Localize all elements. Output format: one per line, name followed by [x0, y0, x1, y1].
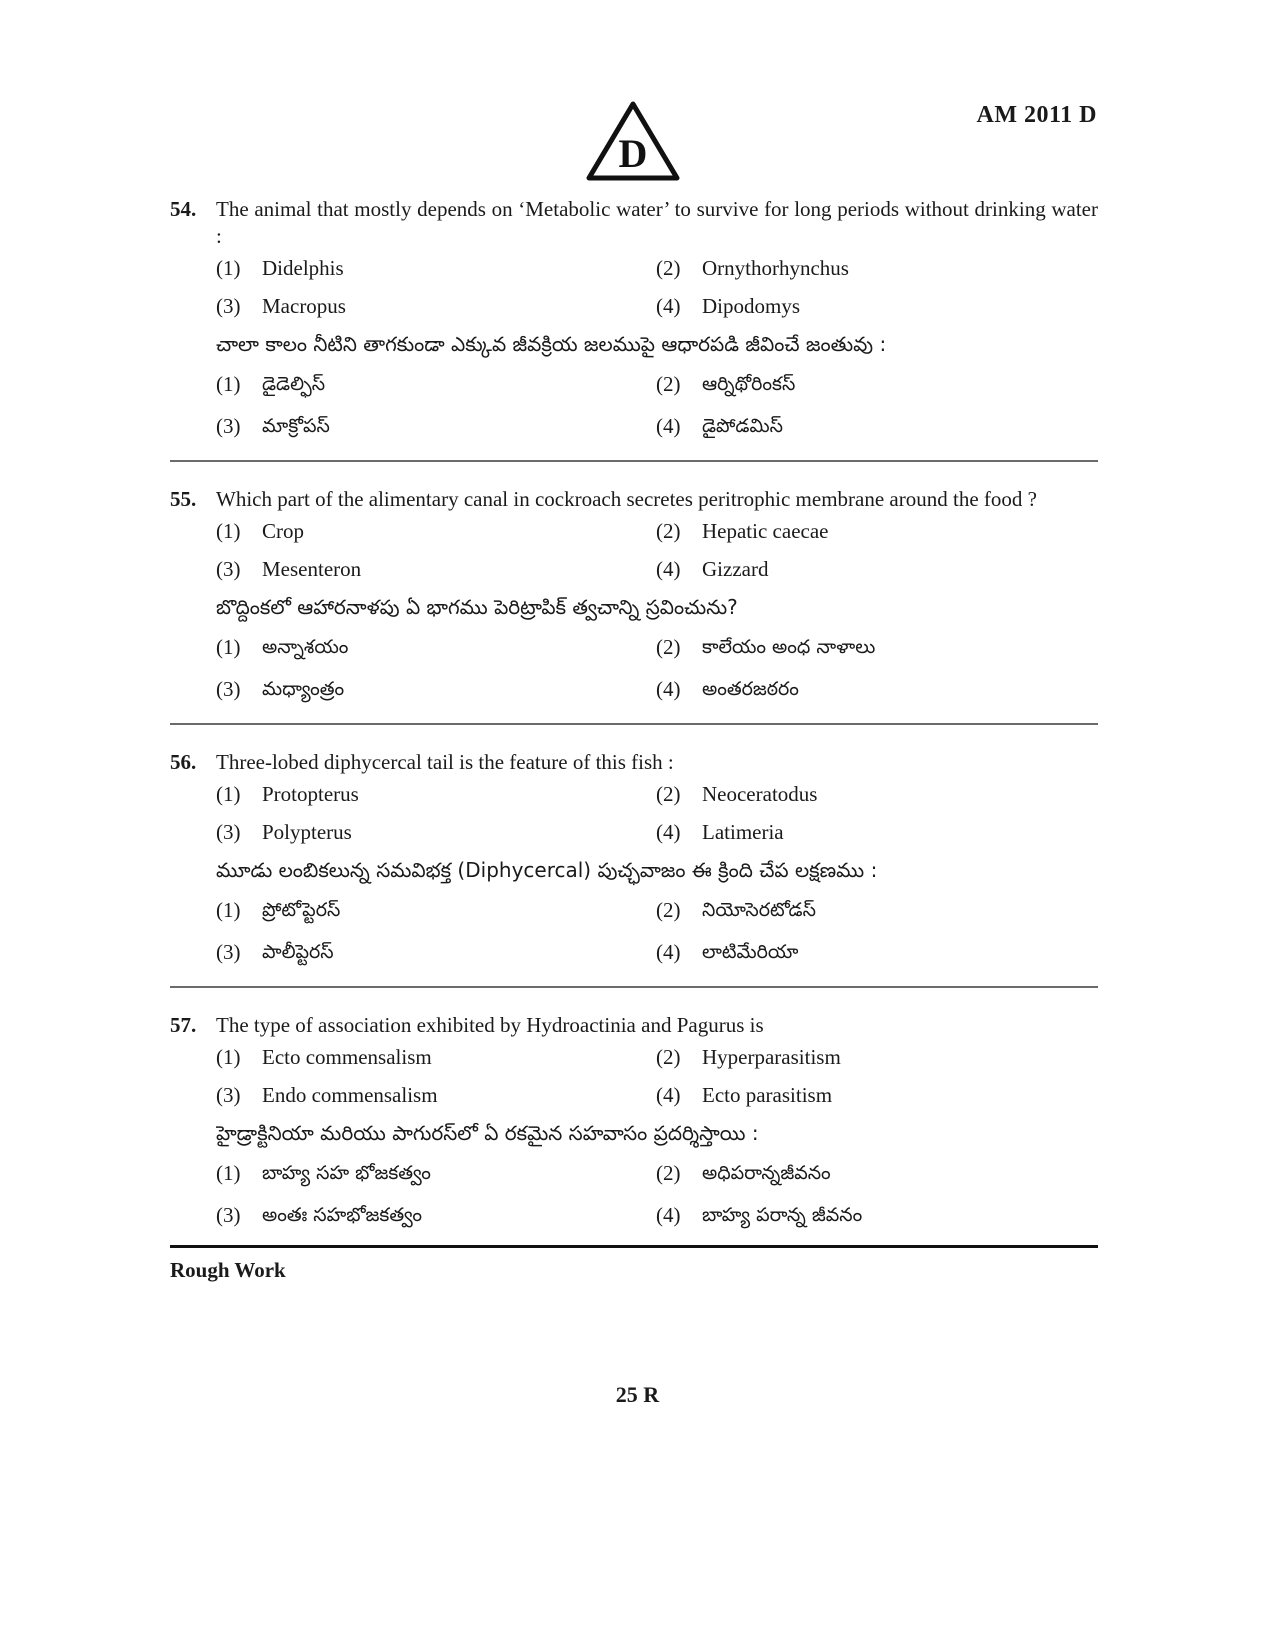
paper-code: AM 2011 D — [976, 102, 1097, 128]
option-text: Endo commensalism — [262, 1083, 438, 1107]
booklet-series-logo — [585, 100, 681, 182]
option-text-telugu: అంతః సహభోజకత్వం — [262, 1204, 422, 1226]
option-number: (2) — [656, 372, 681, 396]
option-item — [216, 1039, 656, 1075]
option-item — [656, 551, 1098, 587]
option-number: (2) — [656, 1045, 681, 1069]
question-text: Which part of the alimentary canal in cockroach secretes peritrophic membrane around the food ? — [216, 487, 1037, 511]
option-item — [656, 776, 1098, 812]
option-text: Didelphis — [262, 256, 344, 280]
question-text-row — [170, 1012, 1098, 1039]
option-item-telugu — [216, 406, 656, 446]
option-number: (1) — [216, 782, 241, 806]
option-number: (3) — [216, 414, 241, 438]
section-end-rule — [170, 1245, 1098, 1248]
option-text-telugu: కాలేయం అంధ నాళాలు — [702, 636, 876, 658]
question-text: Three-lobed diphycercal tail is the feature of this fish : — [216, 750, 674, 774]
triangle-d-icon — [585, 100, 681, 182]
option-number: (1) — [216, 635, 241, 659]
option-text-telugu: లాటిమేరియా — [702, 941, 799, 963]
option-text-telugu: అధిపరాన్నజీవనం — [702, 1162, 831, 1184]
option-item — [656, 250, 1098, 286]
question-text-row — [170, 486, 1098, 513]
option-number: (4) — [656, 557, 681, 581]
option-text-telugu: పాలీప్టెరస్ — [262, 941, 334, 963]
option-item — [216, 288, 656, 324]
option-text-telugu: మధ్యాంత్రం — [262, 678, 345, 700]
option-text: Dipodomys — [702, 294, 801, 318]
option-number: (2) — [656, 519, 681, 543]
option-text-telugu: డైడెల్ఫిస్ — [262, 373, 326, 395]
option-number: (3) — [216, 820, 241, 844]
question-block — [170, 1006, 1098, 1235]
option-item-telugu — [216, 890, 656, 930]
option-text: Mesenteron — [262, 557, 362, 581]
question-number: 57. — [170, 1013, 197, 1037]
option-text-telugu: అన్నాశయం — [262, 636, 349, 658]
option-item-telugu — [656, 890, 1098, 930]
question-text-telugu: చాలా కాలం నీటిని తాగకుండా ఎక్కువ జీవక్రియ జలముపై ఆధారపడి జీవించే జంతువు : — [216, 332, 887, 356]
option-text: Hyperparasitism — [702, 1045, 841, 1069]
option-text: Ornythorhynchus — [702, 256, 849, 280]
option-text-telugu: మాక్రోపస్ — [262, 415, 330, 437]
questions-container — [170, 190, 1098, 1283]
question-block — [170, 480, 1098, 709]
option-number: (2) — [656, 782, 681, 806]
option-text: Polypterus — [262, 820, 352, 844]
logo-letter: D — [618, 131, 648, 176]
option-number: (4) — [656, 820, 681, 844]
option-item — [216, 1077, 656, 1113]
options-grid-telugu — [216, 1153, 1098, 1235]
option-item — [216, 776, 656, 812]
question-text-row — [170, 749, 1098, 776]
option-text: Hepatic caecae — [702, 519, 829, 543]
option-number: (3) — [216, 294, 241, 318]
option-item-telugu — [656, 669, 1098, 709]
question-block — [170, 743, 1098, 972]
option-number: (1) — [216, 1045, 241, 1069]
option-number: (1) — [216, 256, 241, 280]
option-number: (3) — [216, 1083, 241, 1107]
question-text: The animal that mostly depends on ‘Metabolic water’ to survive for long periods without drinking water : — [216, 197, 1098, 248]
option-text-telugu: ప్రోటోప్టెరస్ — [262, 899, 341, 921]
option-number: (4) — [656, 414, 681, 438]
option-text: Ecto commensalism — [262, 1045, 432, 1069]
option-number: (1) — [216, 1161, 241, 1185]
option-item-telugu — [216, 1195, 656, 1235]
option-item-telugu — [656, 932, 1098, 972]
option-number: (4) — [656, 940, 681, 964]
option-text-telugu: నియోసెరటోడస్ — [702, 899, 816, 921]
option-item — [216, 551, 656, 587]
option-number: (1) — [216, 372, 241, 396]
options-grid — [216, 513, 1098, 587]
option-item-telugu — [216, 1153, 656, 1193]
question-text-telugu: మూడు లంబికలున్న సమవిభక్త (Diphycercal) పుచ్ఛవాజం ఈ క్రింది చేప లక్షణము : — [216, 858, 878, 882]
option-text: Macropus — [262, 294, 346, 318]
option-item-telugu — [216, 669, 656, 709]
option-number: (1) — [216, 898, 241, 922]
option-item — [656, 1039, 1098, 1075]
options-grid-telugu — [216, 627, 1098, 709]
option-text-telugu: బాహ్య సహ భోజకత్వం — [262, 1162, 431, 1184]
option-item-telugu — [656, 1195, 1098, 1235]
page-number: 25 R — [615, 1382, 660, 1407]
question-text-row — [170, 196, 1098, 250]
option-text: Gizzard — [702, 557, 769, 581]
question-number: 55. — [170, 487, 197, 511]
option-item — [656, 513, 1098, 549]
rough-work-label: Rough Work — [170, 1258, 286, 1282]
option-item — [216, 250, 656, 286]
option-number: (3) — [216, 1203, 241, 1227]
option-item — [656, 288, 1098, 324]
option-text: Protopterus — [262, 782, 359, 806]
options-grid — [216, 776, 1098, 850]
option-number: (1) — [216, 519, 241, 543]
option-number: (4) — [656, 1083, 681, 1107]
question-divider — [170, 986, 1098, 988]
option-number: (4) — [656, 677, 681, 701]
option-text: Crop — [262, 519, 304, 543]
option-number: (3) — [216, 940, 241, 964]
option-item — [656, 1077, 1098, 1113]
option-text-telugu: డైపోడమిస్ — [702, 415, 783, 437]
option-item — [216, 814, 656, 850]
option-item-telugu — [656, 364, 1098, 404]
option-number: (3) — [216, 557, 241, 581]
option-number: (3) — [216, 677, 241, 701]
option-text: Latimeria — [702, 820, 784, 844]
question-block — [170, 190, 1098, 446]
question-text-telugu: బొద్దింకలో ఆహారనాళపు ఏ భాగము పెరిట్రాపిక్ త్వచాన్ని స్రవించును? — [216, 595, 738, 619]
question-divider — [170, 460, 1098, 462]
option-number: (2) — [656, 635, 681, 659]
option-number: (2) — [656, 898, 681, 922]
option-item-telugu — [656, 627, 1098, 667]
option-item-telugu — [216, 932, 656, 972]
options-grid-telugu — [216, 364, 1098, 446]
option-text-telugu: ఆర్నిథోరింకస్ — [702, 373, 796, 395]
page-header — [0, 100, 1275, 190]
option-number: (4) — [656, 294, 681, 318]
question-divider — [170, 723, 1098, 725]
question-number: 56. — [170, 750, 197, 774]
option-item — [216, 513, 656, 549]
question-text: The type of association exhibited by Hydroactinia and Pagurus is — [216, 1013, 764, 1037]
options-grid-telugu — [216, 890, 1098, 972]
options-grid — [216, 1039, 1098, 1113]
option-item-telugu — [656, 1153, 1098, 1193]
option-text-telugu: అంతరజఠరం — [702, 678, 799, 700]
question-text-telugu: హైడ్రాక్టినియా మరియు పాగురస్‌లో ఏ రకమైన సహవాసం ప్రదర్శిస్తాయి : — [216, 1121, 759, 1145]
option-number: (4) — [656, 1203, 681, 1227]
option-number: (2) — [656, 256, 681, 280]
options-grid — [216, 250, 1098, 324]
option-text-telugu: బాహ్య పరాన్న జీవనం — [702, 1204, 863, 1226]
option-item-telugu — [216, 364, 656, 404]
option-text: Ecto parasitism — [702, 1083, 833, 1107]
option-item — [656, 814, 1098, 850]
question-number: 54. — [170, 197, 197, 221]
option-text: Neoceratodus — [702, 782, 818, 806]
option-number: (2) — [656, 1161, 681, 1185]
option-item-telugu — [656, 406, 1098, 446]
option-item-telugu — [216, 627, 656, 667]
